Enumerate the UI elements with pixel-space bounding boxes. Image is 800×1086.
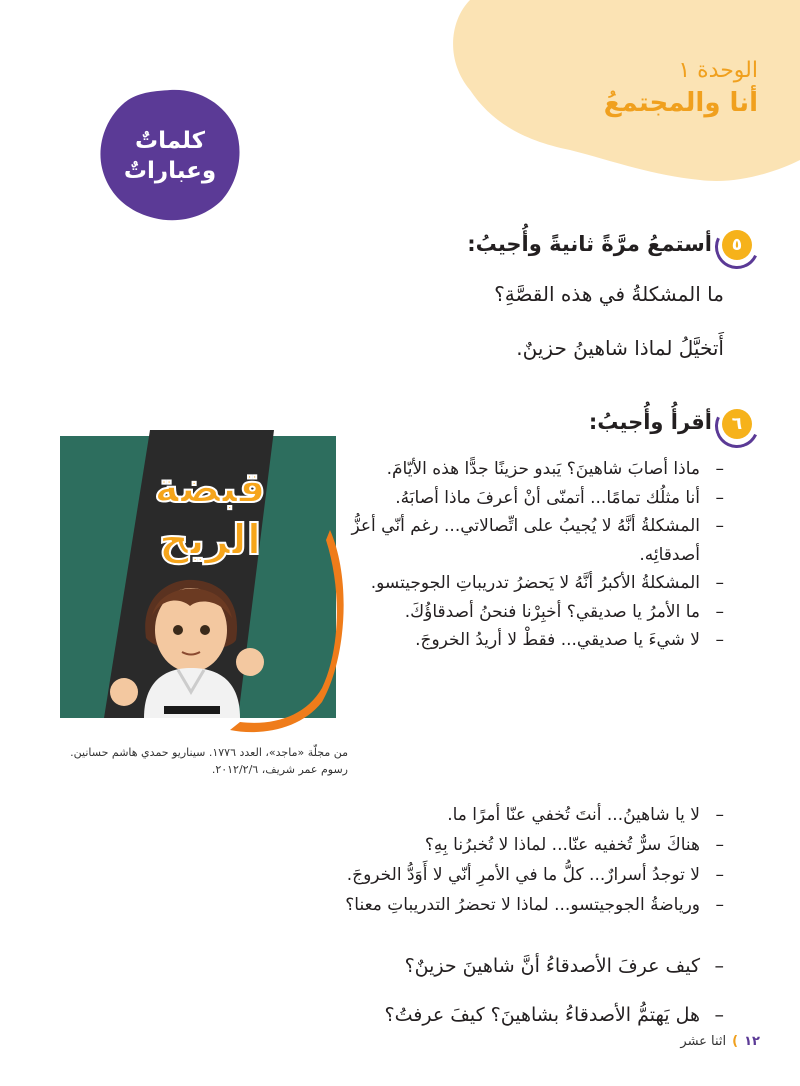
section-5-number: ٥ (722, 230, 752, 260)
dialogue-line: – لا توجدُ أسرارٌ... كلُّ ما في الأمرِ أنّي لا أَوَدُّ الخروجَ. (44, 860, 724, 890)
unit-header (604, 56, 758, 120)
dialogue-line: – المشكلةُ أنَّهُ لا يُجيبُ على اتِّصالاتي... رغم أنّي أعزُّ أصدقائِه. (324, 512, 724, 569)
dialogue-line: – ما الأمرُ يا صديقي؟ أخبِرْنا فنحنُ أصدقاؤُكَ. (324, 598, 724, 627)
final-question-1: – كيف عرفَ الأصدقاءُ أنَّ شاهينَ حزينٌ؟ (100, 955, 724, 977)
dialogue-line: – أنا مثلُك تمامًا... أتمنّى أنْ أعرفَ ماذا أصابَهُ. (324, 484, 724, 513)
dialogue-line: – ورياضةُ الجوجيتسو... لماذا لا تحضرُ التدريباتِ معنا؟ (44, 890, 724, 920)
page-number-digits: ١٢ (744, 1034, 760, 1049)
dialogue-list (324, 455, 724, 655)
dialogue-line: – هناكَ سرٌّ تُخفيه عنّا... لماذا لا تُخبرُنا بِهِ؟ (44, 830, 724, 860)
badge-line-1: كلماتٌ (135, 128, 205, 154)
final-question-2: – هل يَهتمُّ الأصدقاءُ بشاهينَ؟ كيفَ عرفتُ؟ (100, 1004, 724, 1026)
page-number (680, 1034, 760, 1049)
section-5-question-2: أَتخيَّلُ لماذا شاهينُ حزينٌ. (516, 336, 724, 360)
magazine-cover-image (60, 430, 350, 740)
section-5-question-1: ما المشكلةُ في هذه القصَّةِ؟ (494, 282, 724, 306)
section-6-heading: أقرأُ وأُجيبُ: (588, 410, 712, 434)
cover-title-line-2: الريح (158, 515, 262, 564)
unit-label: الوحدة ١ (678, 58, 758, 83)
unit-title: أنا والمجتمعُ (603, 88, 758, 118)
words-badge (98, 86, 242, 222)
cover-title-line-1: قبضة (154, 463, 266, 512)
dialogue-list-wide (44, 800, 724, 920)
dialogue-line: – ماذا أصابَ شاهينَ؟ يَبدو حزينًا جدًّا هذه الأيّامَ. (324, 455, 724, 484)
section-5-heading: أستمعُ مرَّةً ثانيةً وأُجيبُ: (467, 232, 712, 256)
dialogue-line: – لا شيءَ يا صديقي... فقطْ لا أريدُ الخروجَ. (324, 626, 724, 655)
badge-line-2: وعباراتٌ (123, 158, 217, 184)
page-number-word: اثنا عشر (680, 1034, 727, 1049)
dialogue-line: – لا يا شاهينُ... أنتَ تُخفي عنّا أمرًا ما. (44, 800, 724, 830)
section-6-number: ٦ (722, 409, 752, 439)
dialogue-line: – المشكلةُ الأكبرُ أنَّهُ لا يَحضرُ تدريباتِ الجوجيتسو. (324, 569, 724, 598)
image-caption: من مجلّة «ماجد»، العدد ١٧٧٦. سيناريو حمدي هاشم حسانين. رسوم عمر شريف، ٢٠١٢/٢/٦. (70, 746, 348, 776)
page-number-separator: ) (732, 1034, 739, 1049)
